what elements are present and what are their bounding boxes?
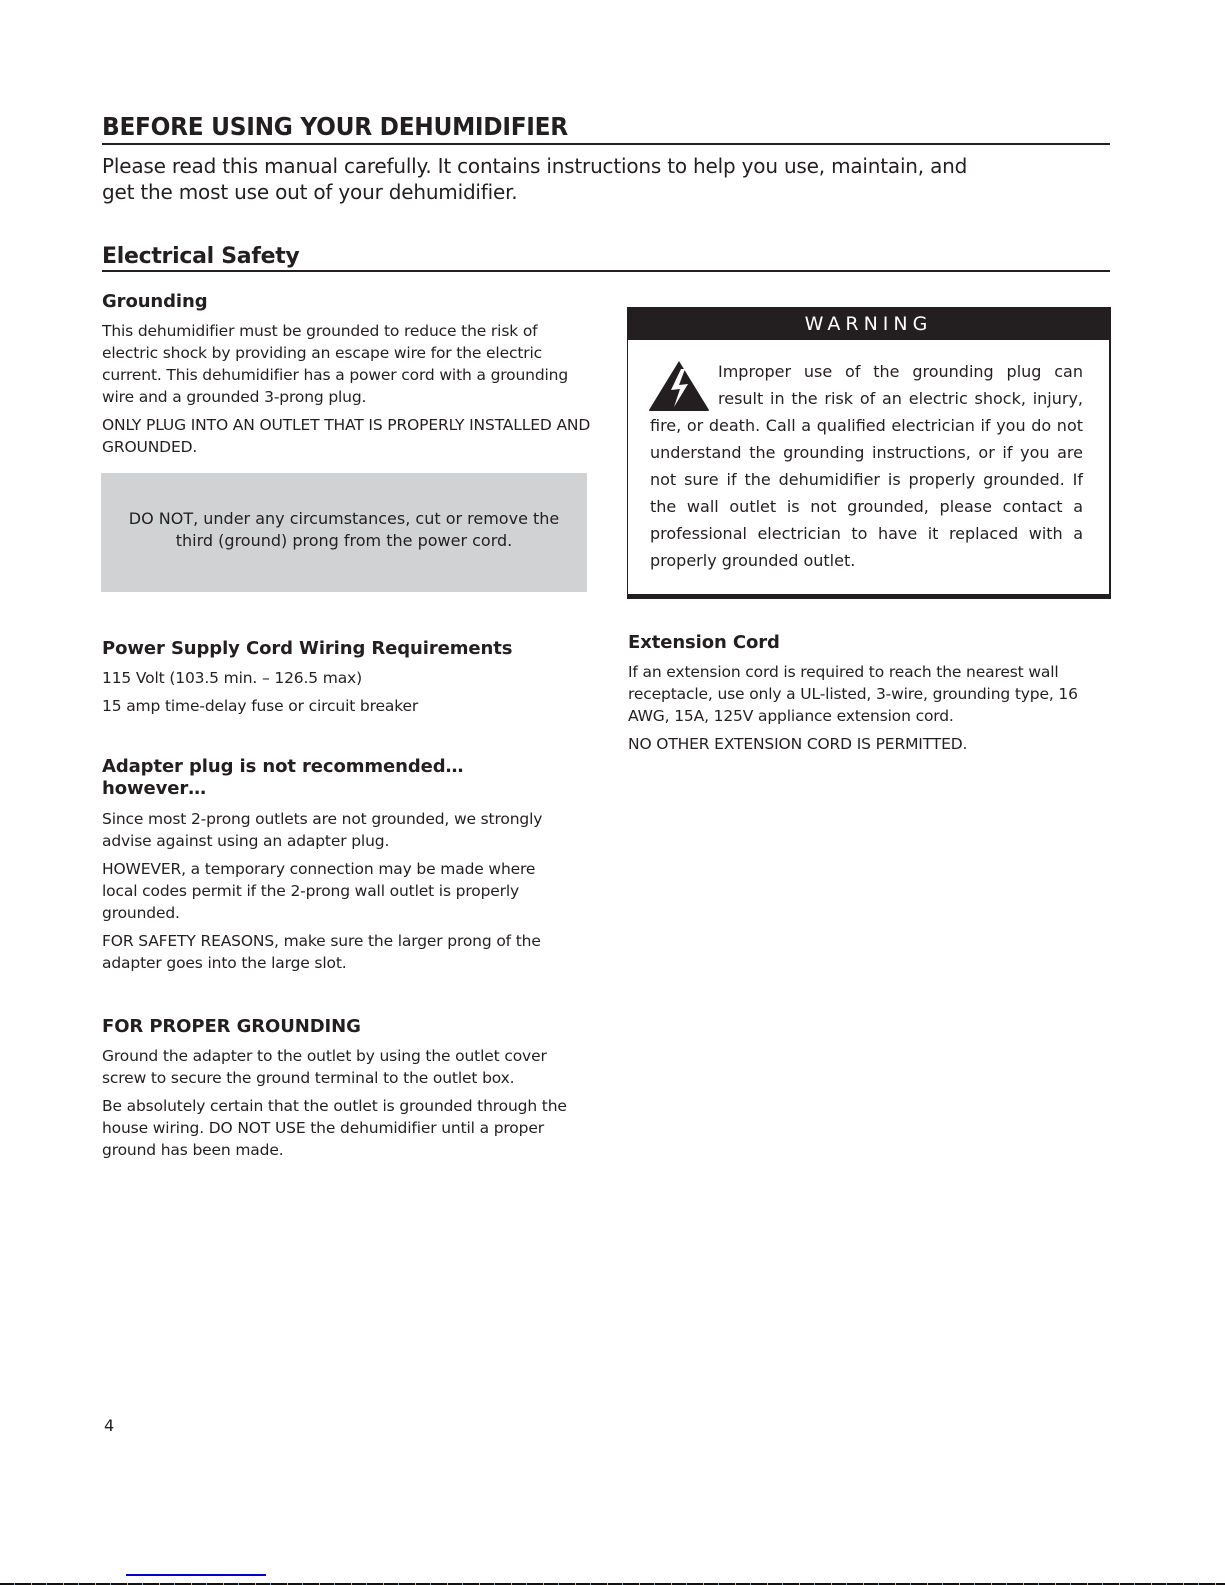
adapter-plug-heading: Adapter plug is not recommended… however… [102, 756, 464, 799]
adapter-plug-paragraph: HOWEVER, a temporary connection may be made where local codes permit if the 2-prong wall outlet is properly grounded. [102, 860, 536, 922]
section-divider [102, 270, 1110, 272]
warning-text: Improper use of the grounding plug can result in the risk of an electric shock, injury, fire, or death. Call a qualified electrician if you do not understand the grounding instructions, or if you are not sure if the dehumidifier is properly grounded. If the wall outlet is not grounded, please contact a professional electrician to have it replaced with a properly grounded outlet. [650, 362, 1083, 570]
proper-grounding-paragraph: Be absolutely certain that the outlet is grounded through the house wiring. DO NOT USE the dehumidifier until a proper ground has been made. [102, 1097, 567, 1159]
power-supply-line: 15 amp time-delay fuse or circuit breaker [102, 697, 419, 715]
grounding-paragraph: ONLY PLUG INTO AN OUTLET THAT IS PROPERLY INSTALLED AND GROUNDED. [102, 416, 591, 456]
extension-cord-body [628, 661, 1113, 755]
link-underline[interactable] [126, 1574, 266, 1576]
grounding-heading: Grounding [102, 291, 208, 312]
extension-cord-paragraph: NO OTHER EXTENSION CORD IS PERMITTED. [628, 735, 968, 753]
proper-grounding-body [102, 1045, 572, 1161]
adapter-plug-section [102, 756, 572, 980]
title-divider [102, 143, 1110, 145]
warning-box [627, 307, 1111, 599]
intro-paragraph: Please read this manual carefully. It contains instructions to help you use, maintain, and get the most use out of your dehumidifier. [102, 154, 968, 204]
warning-header: WARNING [628, 307, 1109, 340]
proper-grounding-paragraph: Ground the adapter to the outlet by using the outlet cover screw to secure the ground terminal to the outlet box. [102, 1047, 547, 1087]
power-supply-body [102, 667, 602, 717]
ground-prong-note-text: DO NOT, under any circumstances, cut or remove the third (ground) prong from the power cord. [128, 508, 560, 550]
ground-prong-note [101, 473, 587, 592]
extension-cord-section [628, 632, 1113, 761]
power-supply-heading: Power Supply Cord Wiring Requirements [102, 638, 513, 659]
extension-cord-paragraph: If an extension cord is required to reach the nearest wall receptacle, use only a UL-listed, 3-wire, grounding type, 16 AWG, 15A, 125V appliance extension cord. [628, 663, 1078, 725]
adapter-plug-body [102, 808, 572, 974]
extension-cord-heading: Extension Cord [628, 632, 780, 653]
adapter-plug-paragraph: Since most 2-prong outlets are not grounded, we strongly advise against using an adapter plug. [102, 810, 543, 850]
page-number: 4 [104, 1416, 115, 1435]
warning-body [628, 340, 1109, 574]
proper-grounding-section [102, 1016, 572, 1167]
grounding-section [102, 291, 602, 464]
page-title: BEFORE USING YOUR DEHUMIDIFIER [102, 112, 568, 141]
electric-shock-warning-triangle-icon [648, 360, 710, 412]
grounding-paragraph: This dehumidifier must be grounded to reduce the risk of electric shock by providing an escape wire for the electric current. This dehumidifier has a power cord with a grounding wire and a grounded 3-prong plug. [102, 322, 569, 406]
power-supply-section [102, 638, 602, 723]
grounding-body [102, 320, 591, 458]
section-title-electrical-safety: Electrical Safety [102, 244, 300, 269]
proper-grounding-heading: FOR PROPER GROUNDING [102, 1016, 361, 1037]
power-supply-line: 115 Volt (103.5 min. – 126.5 max) [102, 669, 362, 687]
adapter-plug-paragraph: FOR SAFETY REASONS, make sure the larger prong of the adapter goes into the large slot. [102, 932, 541, 972]
